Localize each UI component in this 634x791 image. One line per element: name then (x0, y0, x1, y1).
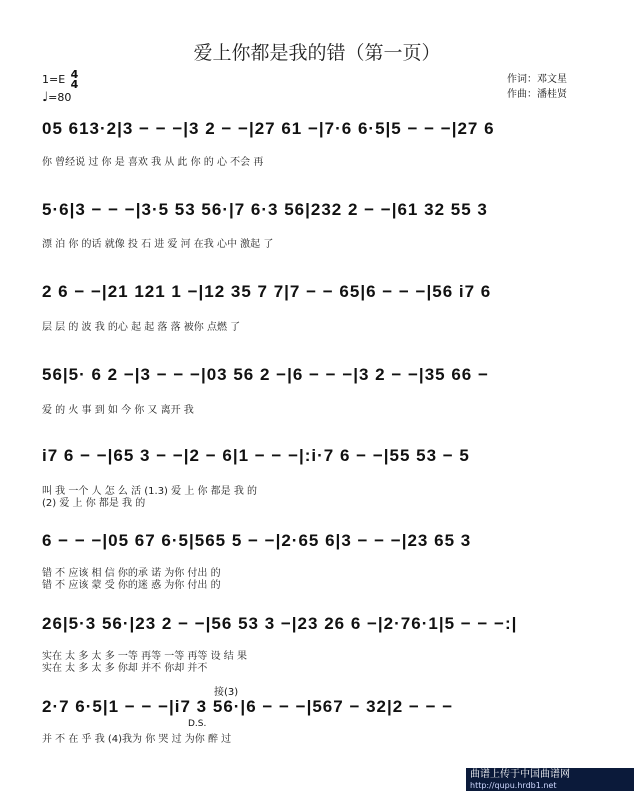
lyrics: 并 不 在 乎 我 (4)我为 你 哭 过 为你 醉 过 (42, 734, 232, 745)
watermark-url: http://qupu.hrdb1.net (470, 781, 557, 790)
notation: 05 613·2|3 − − −|3 2 − −|27 61 −|7·6 6·5|5 − − −|27 6 (42, 119, 495, 138)
staff-row-7 (42, 614, 604, 674)
notation: 2·7 6·5|1 − − −|i7 3 56·|6 − − −|567 − 32|2 − − − (42, 697, 454, 716)
staff-row-5 (42, 446, 604, 509)
staff-row-1 (42, 119, 604, 169)
quarter-note-icon: ♩ (42, 90, 49, 105)
key: 1=E (42, 73, 66, 86)
staff-row-3 (42, 282, 604, 332)
lyrics: 漂 泊 你 的话 就像 投 石 进 爱 河 在我 心中 激起 了 (42, 239, 274, 250)
page-title: 爱上你都是我的错（第一页） (193, 42, 441, 64)
lyrics-verse-2: (2) 爱 上 你 都是 我 的 (42, 498, 146, 509)
staff-row-4 (42, 365, 604, 415)
watermark-title: 曲谱上传于中国曲谱网 (470, 769, 570, 780)
segue-mark: 接(3) (214, 687, 239, 698)
notation: 56|5· 6 2 −|3 − − −|03 56 2 −|6 − − −|3 2 − −|35 66 − (42, 365, 489, 384)
lyrics-verse-2: 错 不 应该 蒙 受 你的迷 惑 为你 付出 的 (42, 580, 221, 591)
notation: 5·6|3 − − −|3·5 53 56·|7 6·3 56|232 2 − −|61 32 55 3 (42, 200, 488, 219)
key-signature (42, 70, 78, 105)
watermark (466, 768, 634, 791)
time-signature-top: 4 (70, 68, 79, 81)
time-signature-bottom: 4 (70, 78, 79, 91)
staff-row-6 (42, 531, 604, 591)
notation: i7 6 − −|65 3 − −|2 − 6|1 − − −|:i·7 6 − −|55 53 − 5 (42, 446, 470, 465)
staff-row-2 (42, 200, 604, 250)
lyrics: 爱 的 火 事 到 如 今 你 又 离开 我 (42, 405, 194, 416)
tempo: =80 (48, 91, 72, 104)
lyrics-verse-1: 错 不 应该 相 信 你的承 诺 为你 付出 的 (42, 568, 221, 579)
notation: 2 6 − −|21 121 1 −|12 35 7 7|7 − − 65|6 − − −|56 i7 6 (42, 282, 492, 301)
lyrics: 层 层 的 波 我 的心 起 起 落 落 被你 点燃 了 (42, 322, 241, 333)
notation: 26|5·3 56·|23 2 − −|56 53 3 −|23 26 6 −|2·76·1|5 − − −:| (42, 614, 518, 633)
lyrics-verse-2: 实在 太 多 太 多 你却 并不 你却 并不 (42, 663, 208, 674)
lyricist: 作词：邓文星 (507, 74, 567, 85)
composer: 作曲：潘桂贤 (507, 89, 567, 100)
lyrics-verse-1: 叫 我 一个 人 怎 么 活 (1.3) 爱 上 你 都是 我 的 (42, 486, 258, 497)
staff-row-8 (42, 687, 604, 757)
credits (507, 72, 567, 102)
lyrics-verse-1: 实在 太 多 太 多 一等 再等 一等 再等 设 结 果 (42, 651, 247, 662)
lyrics: 你 曾经说 过 你 是 喜欢 我 从 此 你 的 心 不会 再 (42, 157, 264, 168)
notation: 6 − − −|05 67 6·5|565 5 − −|2·65 6|3 − − −|23 65 3 (42, 531, 472, 550)
dal-segno-mark: D.S. (188, 719, 207, 729)
